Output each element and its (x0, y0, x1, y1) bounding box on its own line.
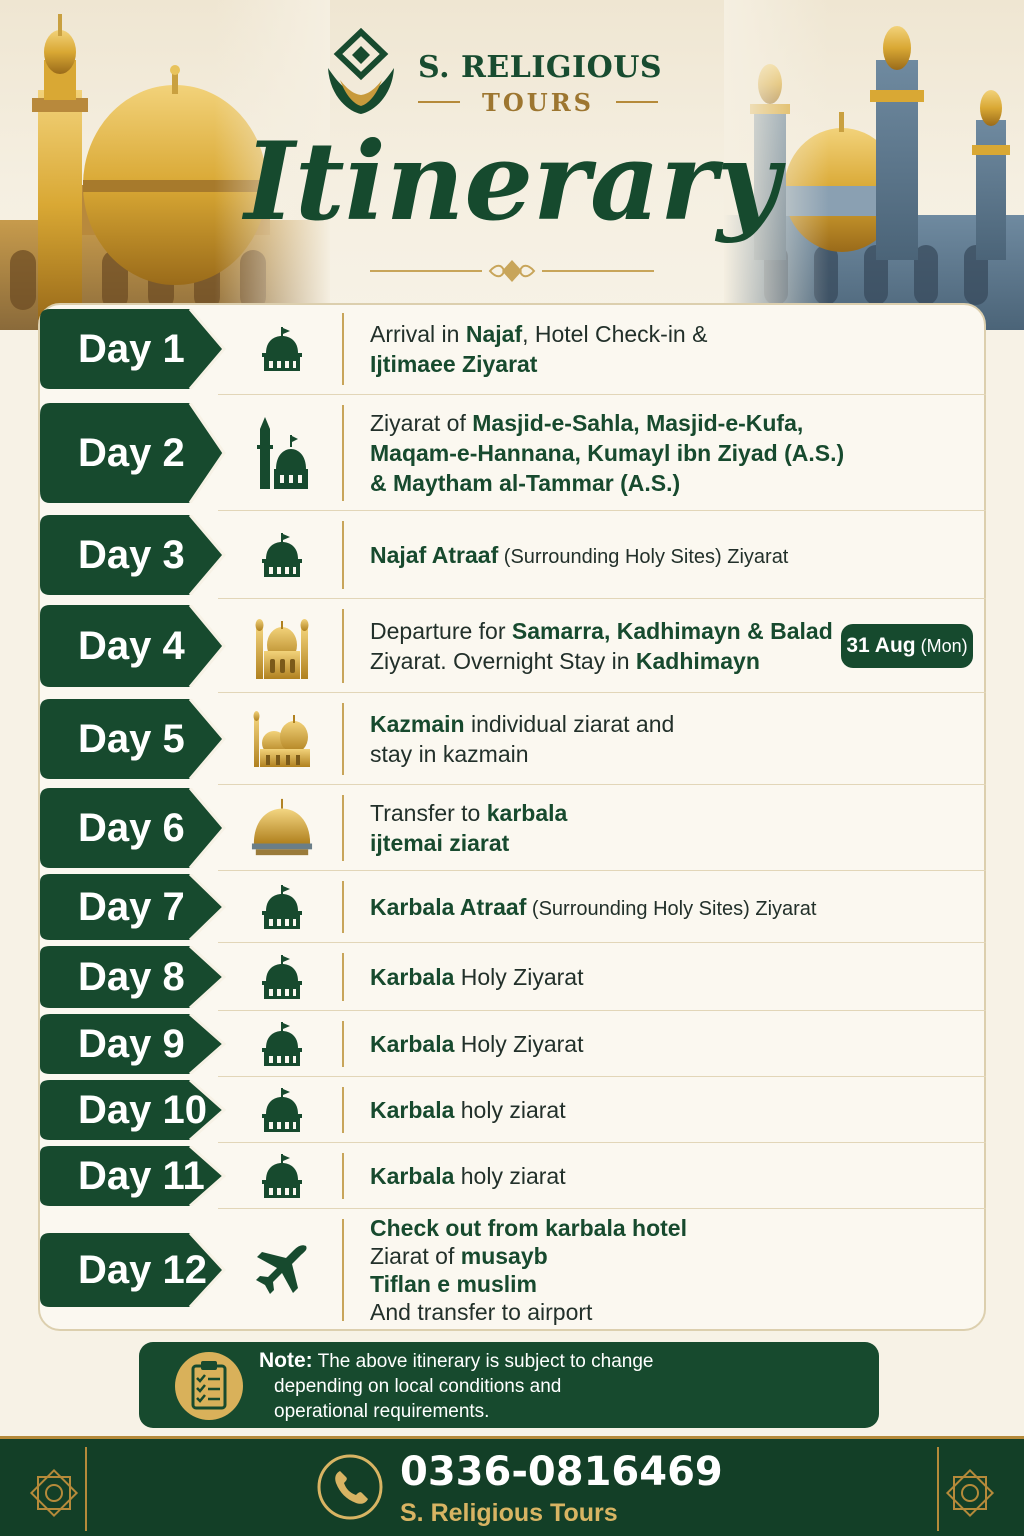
description-segment: (Surrounding Holy Sites) Ziyarat (526, 898, 817, 920)
mosque-dome-icon (250, 1077, 314, 1143)
day-label: Day 9 (78, 1021, 185, 1066)
itinerary-row (38, 1209, 986, 1331)
itinerary-row (38, 871, 986, 943)
day-tag (40, 1080, 226, 1140)
phone-number[interactable]: 0336-0816469 (400, 1449, 723, 1495)
day-description (370, 616, 840, 676)
date-badge-weekday: (Mon) (920, 635, 968, 656)
golden-shrine-icon (250, 599, 314, 693)
day-label: Day 11 (78, 1153, 205, 1198)
description-segment: (Surrounding Holy Sites) (498, 546, 722, 568)
description-line (370, 1161, 960, 1191)
description-segment: Karbala (370, 964, 455, 990)
itinerary-row (38, 1143, 986, 1209)
description-segment: & Maytham al-Tammar (A.S.) (370, 470, 681, 496)
day-label: Day 3 (78, 532, 185, 577)
day-description (370, 540, 960, 572)
mosque-dome-icon (250, 1143, 314, 1209)
description-segment: Karbala Atraaf (370, 894, 527, 920)
day-tag (40, 874, 226, 940)
description-segment: Arrival in (370, 321, 466, 347)
footer-brand: S. Religious Tours (400, 1499, 618, 1527)
description-segment: Ijtimaee Ziyarat (370, 351, 538, 377)
description-segment: Najaf (465, 321, 523, 347)
row-divider (342, 1219, 344, 1321)
row-divider (342, 795, 344, 861)
minaret-mosque-icon (250, 395, 314, 511)
day-tag (40, 788, 226, 868)
note-line-1: The above itinerary is subject to change (312, 1351, 654, 1372)
row-divider (342, 1021, 344, 1067)
description-line (370, 468, 960, 498)
clipboard-checklist-icon (173, 1350, 245, 1422)
description-line (370, 828, 960, 858)
description-line (370, 438, 960, 468)
description-line (370, 962, 960, 992)
day-tag (40, 946, 226, 1008)
footer-bar (0, 1436, 1024, 1536)
description-segment: Maqam-e-Hannana, Kumayl ibn Ziyad (A.S.) (370, 440, 845, 466)
logo-mark-icon (320, 28, 402, 118)
day-tag (40, 699, 226, 779)
row-divider (342, 313, 344, 385)
description-segment: Samarra, Kadhimayn & Balad (511, 618, 833, 644)
day-label: Day 2 (78, 430, 185, 475)
note-text (259, 1348, 859, 1424)
description-segment: , Hotel Check-in & (522, 321, 708, 347)
itinerary-row (38, 599, 986, 693)
day-label: Day 5 (78, 716, 185, 761)
phone-icon[interactable] (316, 1453, 384, 1521)
mosque-dome-icon (250, 871, 314, 943)
ornamental-divider (370, 258, 654, 284)
description-line (370, 1298, 960, 1326)
description-line (370, 798, 960, 828)
description-segment: Karbala (370, 1031, 455, 1057)
description-line (370, 349, 960, 379)
note-box (139, 1342, 879, 1428)
description-line (370, 892, 960, 924)
left-ornament-icon (14, 1447, 94, 1531)
day-tag (40, 515, 226, 595)
day-label: Day 6 (78, 805, 185, 850)
mosque-dome-icon (250, 943, 314, 1011)
note-line-2: depending on local conditions and (274, 1376, 562, 1397)
description-line (370, 1214, 960, 1242)
brand-subtitle-wrap (418, 88, 658, 116)
itinerary-row (38, 1077, 986, 1143)
description-line (370, 616, 840, 646)
date-badge (841, 624, 973, 668)
day-tag (40, 403, 226, 503)
day-description (370, 962, 960, 992)
brand-subtitle: TOURS (482, 88, 594, 117)
description-segment: Ziarat of (370, 1243, 461, 1269)
note-label: Note: (259, 1349, 313, 1372)
day-description (370, 709, 960, 769)
itinerary-row (38, 785, 986, 871)
description-segment: Masjid-e-Sahla, Masjid-e-Kufa, (472, 410, 804, 436)
description-line (370, 319, 960, 349)
day-label: Day 7 (78, 884, 185, 929)
description-segment: Karbala (370, 1097, 455, 1123)
row-divider (342, 881, 344, 933)
description-segment: Check out from karbala hotel (370, 1215, 687, 1241)
itinerary-row (38, 943, 986, 1011)
description-line (370, 408, 960, 438)
day-description (370, 1161, 960, 1191)
description-line (370, 1095, 960, 1125)
row-divider (342, 1153, 344, 1199)
description-line (370, 709, 960, 739)
day-description (370, 1214, 960, 1326)
twin-golden-domes-icon (250, 693, 314, 785)
description-segment: Ziyarat. Overnight Stay in (370, 648, 636, 674)
description-line (370, 646, 840, 676)
row-divider (342, 1087, 344, 1133)
itinerary-row (38, 511, 986, 599)
description-segment: Kazmain (370, 711, 465, 737)
description-segment: Kadhimayn (635, 648, 760, 674)
day-tag (40, 1233, 226, 1307)
note-line-3: operational requirements. (274, 1401, 490, 1422)
row-divider (342, 405, 344, 501)
day-label: Day 10 (78, 1087, 207, 1132)
description-segment: holy ziarat (454, 1097, 566, 1123)
description-line (370, 1029, 960, 1059)
airplane-icon (250, 1209, 314, 1331)
row-divider (342, 953, 344, 1001)
description-segment: Holy Ziyarat (454, 964, 584, 990)
day-label: Day 12 (78, 1247, 207, 1292)
description-segment: Ziyarat of (370, 410, 473, 436)
description-line (370, 1242, 960, 1270)
right-ornament-icon (930, 1447, 1010, 1531)
mosque-dome-icon (250, 511, 314, 599)
page-title: Itinerary (244, 119, 780, 245)
day-label: Day 1 (78, 326, 185, 371)
mosque-dome-icon (250, 1011, 314, 1077)
description-segment: ijtemai ziarat (370, 830, 510, 856)
description-segment: stay in kazmain (370, 741, 529, 767)
description-line (370, 540, 960, 572)
brand-logo (320, 28, 700, 118)
date-badge-main: 31 Aug (846, 634, 916, 657)
description-segment: Ziyarat (721, 546, 789, 568)
brand-rule-right (616, 101, 658, 103)
description-line (370, 739, 960, 769)
description-segment: Tiflan e muslim (370, 1271, 538, 1297)
hero-banner (0, 0, 1024, 330)
day-tag (40, 1146, 226, 1206)
description-segment: Departure for (370, 618, 512, 644)
itinerary-row (38, 395, 986, 511)
mosque-dome-icon (250, 303, 314, 395)
day-description (370, 1095, 960, 1125)
itinerary-row (38, 303, 986, 395)
description-segment: holy ziarat (454, 1163, 566, 1189)
day-description (370, 1029, 960, 1059)
day-description (370, 319, 960, 379)
day-description (370, 798, 960, 858)
day-tag (40, 1014, 226, 1074)
description-segment: Najaf Atraaf (370, 542, 499, 568)
description-segment: musayb (460, 1243, 548, 1269)
day-tag (40, 309, 226, 389)
description-line (370, 1270, 960, 1298)
golden-dome-icon (250, 785, 314, 871)
day-label: Day 4 (78, 623, 185, 668)
day-description (370, 892, 960, 924)
itinerary-row (38, 1011, 986, 1077)
row-divider (342, 609, 344, 683)
row-divider (342, 521, 344, 589)
description-segment: karbala (486, 800, 568, 826)
description-segment: Transfer to (370, 800, 487, 826)
row-divider (342, 703, 344, 775)
day-tag (40, 605, 226, 687)
itinerary-row (38, 693, 986, 785)
description-segment: individual ziarat and (464, 711, 675, 737)
description-segment: And transfer to airport (370, 1299, 593, 1325)
day-description (370, 408, 960, 498)
description-segment: Holy Ziyarat (454, 1031, 584, 1057)
description-segment: Karbala (370, 1163, 455, 1189)
day-label: Day 8 (78, 954, 185, 999)
brand-name: S. RELIGIOUS (418, 50, 663, 85)
